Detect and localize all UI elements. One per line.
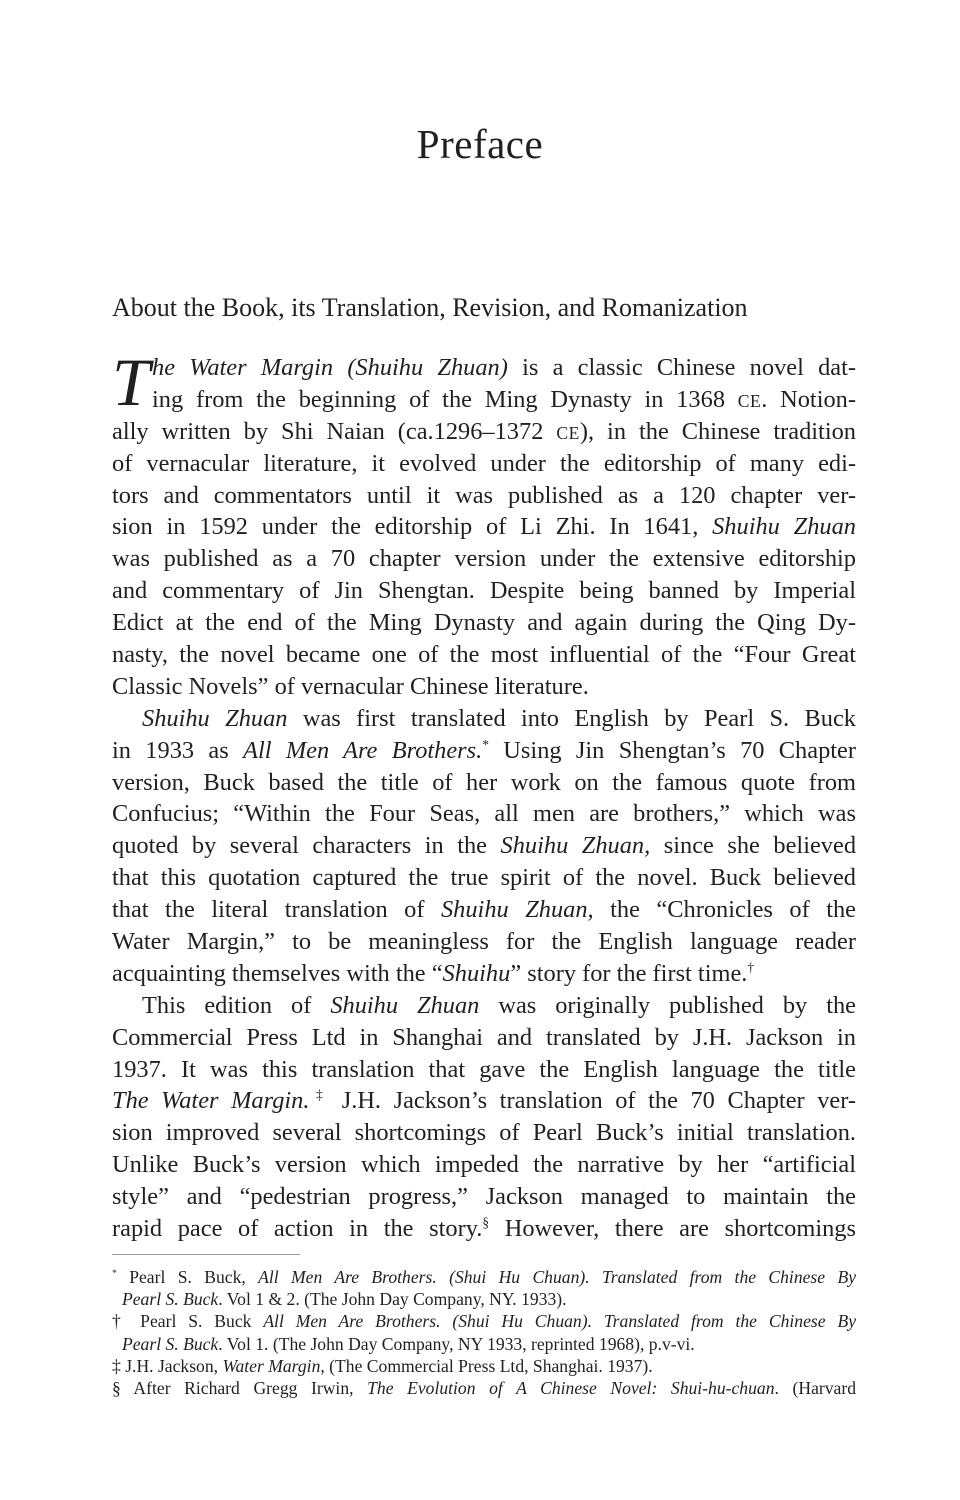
book-title-italic: Shuihu bbox=[442, 959, 511, 987]
text-line bbox=[112, 735, 856, 767]
footnote-marker: § bbox=[482, 1214, 490, 1230]
text-span: rapid pace of action in the story. bbox=[112, 1215, 483, 1243]
text-line: Water Margin,” to be meaningless for the English language reader bbox=[112, 928, 856, 956]
text-span: sion in 1592 under the editorship of Li Zhi. In 1641, bbox=[112, 513, 713, 541]
text-line: that this quotation captured the true spirit of the novel. Buck believed bbox=[112, 864, 856, 892]
book-title-italic: Shuihu Zhuan, bbox=[440, 896, 594, 924]
text-span: was originally published by the bbox=[479, 991, 856, 1019]
drop-cap: T bbox=[112, 344, 150, 420]
text-line: style” and “pedestrian progress,” Jackson managed to maintain the bbox=[112, 1183, 856, 1211]
footnote-line bbox=[112, 1266, 856, 1288]
text-span: Pearl S. Buck bbox=[128, 1311, 264, 1332]
text-span: that the literal translation of bbox=[112, 896, 441, 924]
text-span: . Vol 1 & 2. (The John Day Company, NY. 1933). bbox=[218, 1289, 567, 1310]
book-title-italic: Shuihu Zhuan bbox=[142, 704, 288, 732]
text-span: Pearl S. Buck, bbox=[116, 1267, 259, 1287]
footnote-marker: † bbox=[747, 959, 755, 975]
text-span: ), in the Chinese tradition bbox=[579, 417, 856, 445]
text-line bbox=[112, 384, 856, 416]
text-line: Classic Novels” of vernacular Chinese literature. bbox=[112, 672, 589, 700]
book-title-italic: Shuihu Zhuan bbox=[330, 991, 480, 1019]
text-span: This edition of bbox=[142, 991, 331, 1019]
citation-title-italic: The Evolution of A Chinese Novel: Shui-hu-chuan bbox=[367, 1377, 775, 1398]
book-title-italic: he Water Margin (Shuihu Zhuan) bbox=[152, 354, 508, 381]
text-span: . Vol 1. (The John Day Company, NY 1933, reprinted 1968), p.v-vi. bbox=[218, 1333, 695, 1354]
footnote-line bbox=[112, 1288, 856, 1310]
text-span: J.H. Jackson, bbox=[120, 1355, 223, 1376]
text-span: After Richard Gregg Irwin, bbox=[120, 1377, 368, 1398]
text-line: 1937. It was this translation that gave the English language the title bbox=[112, 1055, 856, 1083]
text-line: was published as a 70 chapter version under the extensive editorship bbox=[112, 545, 856, 573]
text-line bbox=[112, 958, 856, 990]
footnote-line bbox=[112, 1310, 856, 1332]
text-span: since she believed bbox=[650, 832, 857, 860]
footnote-marker: † bbox=[112, 1311, 129, 1332]
text-span: Using Jin Shengtan’s 70 Chapter bbox=[488, 736, 857, 764]
text-line: Commercial Press Ltd in Shanghai and translated by J.H. Jackson in bbox=[112, 1023, 856, 1051]
text-span: is a classic Chinese novel dat- bbox=[507, 354, 857, 381]
text-line: nasty, the novel became one of the most influential of the “Four Great bbox=[112, 641, 856, 669]
text-line: and commentary of Jin Shengtan. Despite being banned by Imperial bbox=[112, 577, 856, 605]
text-line bbox=[112, 416, 856, 448]
footnote-marker: * bbox=[112, 1268, 117, 1280]
text-span: the “Chronicles of the bbox=[593, 896, 856, 924]
text-line: tors and commentators until it was published as a 120 chapter ver- bbox=[112, 481, 856, 509]
text-span: , (The Commercial Press Ltd, Shanghai. 1937). bbox=[320, 1355, 653, 1376]
paragraph-1 bbox=[112, 344, 857, 703]
text-span: . (Harvard bbox=[774, 1377, 856, 1398]
book-title-italic: The Water Margin. bbox=[112, 1087, 310, 1115]
text-span: ” story for the first time. bbox=[510, 959, 748, 987]
citation-title-italic: All Men Are Brothers. (Shui Hu Chuan). Translated from the Chinese By bbox=[258, 1267, 856, 1287]
text-line bbox=[112, 894, 856, 926]
text-span: in 1933 as bbox=[112, 736, 244, 764]
book-title-italic: Shuihu Zhuan bbox=[712, 513, 856, 541]
citation-title-italic: Pearl S. Buck bbox=[122, 1289, 219, 1310]
footnote-line bbox=[112, 1333, 856, 1355]
footnote-divider bbox=[112, 1254, 300, 1255]
citation-title-italic: All Men Are Brothers. (Shui Hu Chuan). Translated from the Chinese By bbox=[263, 1311, 856, 1332]
book-title-italic: Shuihu Zhuan, bbox=[500, 832, 651, 860]
footnote-marker: ‡ bbox=[309, 1087, 330, 1103]
text-span: J.H. Jackson’s translation of the 70 Chapter ver- bbox=[329, 1087, 857, 1115]
citation-title-italic: Water Margin bbox=[222, 1355, 321, 1376]
text-line: Edict at the end of the Ming Dynasty and again during the Qing Dy- bbox=[112, 609, 856, 637]
citation-title-italic: Pearl S. Buck bbox=[122, 1333, 219, 1354]
text-line bbox=[112, 830, 856, 862]
text-line bbox=[112, 1085, 856, 1117]
text-line: Unlike Buck’s version which impeded the narrative by her “artificial bbox=[112, 1151, 856, 1179]
text-line bbox=[112, 511, 856, 543]
footnote-marker: * bbox=[482, 736, 489, 752]
text-line: version, Buck based the title of her work on the famous quote from bbox=[112, 768, 856, 796]
era-small-caps: CE bbox=[737, 390, 762, 411]
footnote-marker: § bbox=[112, 1377, 121, 1398]
footnotes bbox=[112, 1266, 856, 1399]
footnote-line bbox=[112, 1355, 856, 1377]
text-line bbox=[112, 703, 856, 735]
book-title-italic: All Men Are Brothers. bbox=[243, 736, 483, 764]
footnote-line bbox=[112, 1377, 856, 1399]
era-small-caps: CE bbox=[556, 422, 580, 443]
text-span: . Notion- bbox=[761, 385, 856, 413]
section-heading: About the Book, its Translation, Revision, and Romanization bbox=[112, 293, 748, 322]
text-line bbox=[112, 990, 856, 1022]
text-line: of vernacular literature, it evolved under the editorship of many edi- bbox=[112, 449, 856, 477]
text-span: ally written by Shi Naian (ca.1296–1372 bbox=[112, 417, 557, 445]
text-line: sion improved several shortcomings of Pearl Buck’s initial translation. bbox=[112, 1119, 856, 1147]
text-span: ing from the beginning of the Ming Dynasty in 1368 bbox=[152, 385, 738, 413]
text-span: was first translated into English by Pearl S. Buck bbox=[287, 704, 856, 732]
text-line: Confucius; “Within the Four Seas, all men are brothers,” which was bbox=[112, 800, 856, 828]
paragraph-2 bbox=[112, 703, 856, 990]
text-span: acquainting themselves with the “ bbox=[112, 959, 443, 987]
text-span: However, there are shortcomings bbox=[489, 1215, 856, 1243]
text-line bbox=[112, 1213, 856, 1245]
footnote-marker: ‡ bbox=[112, 1355, 121, 1376]
paragraph-3 bbox=[112, 990, 856, 1245]
text-line bbox=[112, 352, 856, 384]
page-title: Preface bbox=[416, 121, 544, 167]
body-text bbox=[112, 344, 857, 1245]
text-span: quoted by several characters in the bbox=[112, 832, 501, 860]
